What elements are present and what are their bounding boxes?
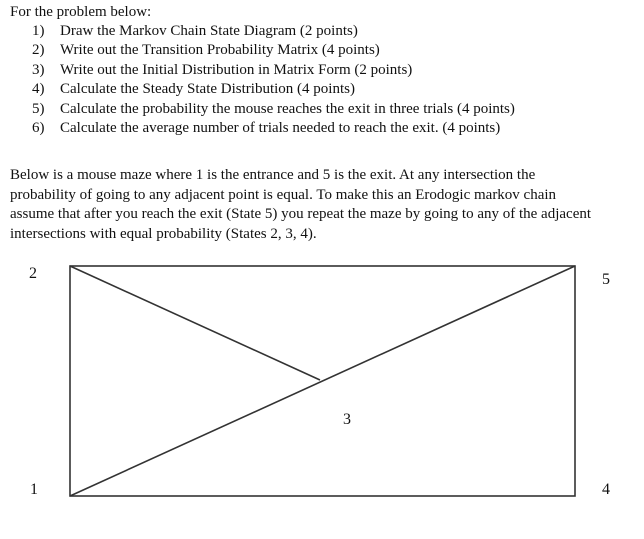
task-text: Write out the Transition Probability Matrix (4 points) [60, 42, 380, 59]
description-line: assume that after you reach the exit (State 5) you repeat the maze by going to any of the adjacent [10, 206, 592, 222]
problem-intro: For the problem below: [10, 4, 152, 20]
node-label-3: 3 [343, 411, 351, 428]
description-line: probability of going to any adjacent point is equal. To make this an Erodogic markov chain [10, 186, 557, 203]
task-text: Draw the Markov Chain State Diagram (2 points) [60, 23, 358, 39]
task-number: 5) [32, 100, 45, 117]
description-line: Below is a mouse maze where 1 is the entrance and 5 is the exit. At any intersection the [10, 167, 536, 183]
node-label-4: 4 [602, 481, 610, 498]
task-number: 2) [32, 42, 45, 59]
node-label-5: 5 [602, 271, 610, 288]
task-text: Calculate the average number of trials needed to reach the exit. (4 points) [60, 120, 501, 137]
task-number: 6) [32, 120, 45, 137]
task-text: Write out the Initial Distribution in Matrix Form (2 points) [60, 61, 413, 78]
description-line: intersections with equal probability (States 2, 3, 4). [10, 225, 317, 242]
task-text: Calculate the Steady State Distribution (4 points) [60, 81, 355, 98]
maze-path-2-3 [70, 266, 320, 380]
task-number: 4) [32, 81, 45, 98]
task-number: 3) [32, 61, 45, 78]
node-label-1: 1 [30, 481, 38, 498]
node-label-2: 2 [29, 265, 37, 282]
task-text: Calculate the probability the mouse reaches the exit in three trials (4 points) [60, 100, 515, 117]
task-number: 1) [32, 23, 45, 39]
